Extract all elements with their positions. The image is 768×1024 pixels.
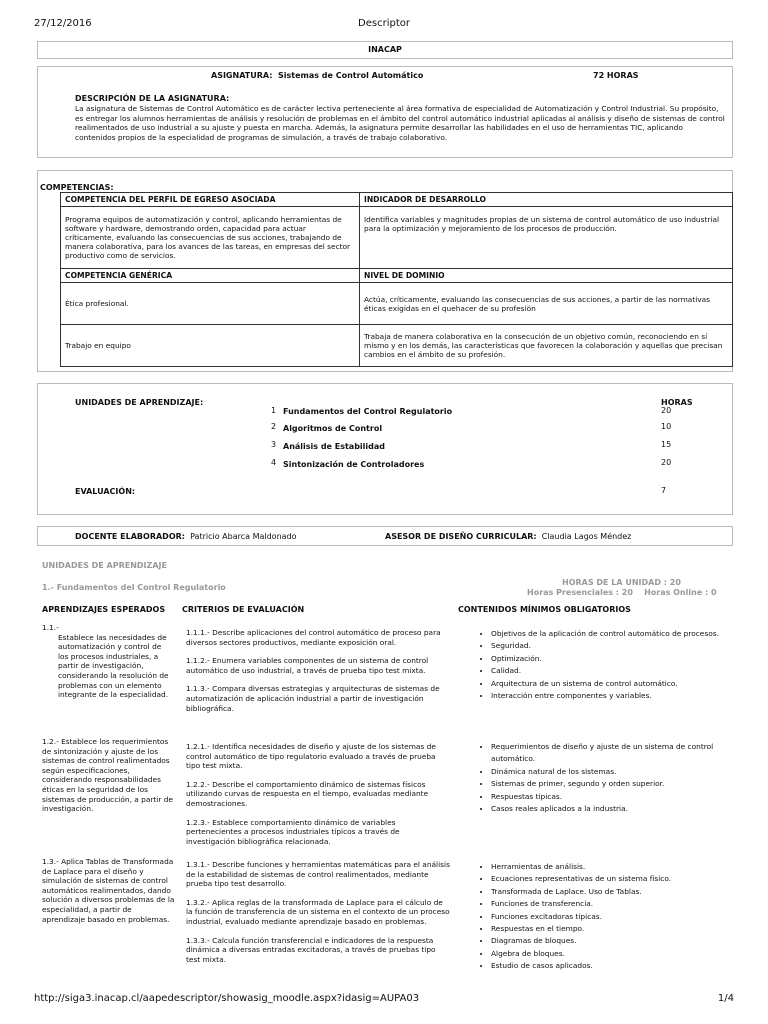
list-item: • Objetivos de la aplicación de control automático de procesos. bbox=[491, 628, 738, 640]
competencias-label: COMPETENCIAS: bbox=[40, 183, 114, 192]
table-row bbox=[61, 325, 733, 367]
criterios-list bbox=[186, 628, 450, 713]
list-item: • Diagramas de bloques. bbox=[491, 935, 738, 947]
ae-number: 1.1.- bbox=[42, 623, 59, 632]
criterio: 1.2.2.- Describe el comportamiento dinámico de sistemas físicos utilizando curvas de respuesta en el tiempo, evaluadas mediante demostraciones. bbox=[186, 779, 429, 808]
list-item: • Funciones excitadoras típicas. bbox=[491, 911, 738, 923]
unidades-hours-header: HORAS bbox=[661, 398, 693, 407]
generica-name: Ética profesional. bbox=[61, 283, 360, 325]
list-item: • Calidad. bbox=[491, 665, 738, 677]
unidad-name: Sintonización de Controladores bbox=[283, 460, 425, 469]
docente-name: Patricio Abarca Maldonado bbox=[190, 532, 297, 541]
criterio: 1.3.3.- Calcula función transferencial e indicadores de la respuesta dinámica a diversas entradas excitadoras, a través de pruebas tipo test mixta. bbox=[186, 935, 436, 964]
col-perfil-header: COMPETENCIA DEL PERFIL DE EGRESO ASOCIADA bbox=[61, 193, 360, 207]
col-generica-header: COMPETENCIA GENÉRICA bbox=[61, 269, 360, 283]
criterio: 1.3.2.- Aplica reglas de la transformada de Laplace para el cálculo de la función de transferencia de un sistema en el contexto de un proceso industrial, evaluado mediante aprendizaje basado en problemas. bbox=[186, 897, 450, 926]
list-item: • Ecuaciones representativas de un sistema físico. bbox=[491, 873, 738, 885]
asesor-label: ASESOR DE DISEÑO CURRICULAR: bbox=[385, 532, 537, 541]
asignatura-hours: 72 HORAS bbox=[593, 71, 639, 80]
generica-nivel: Trabaja de manera colaborativa en la consecución de un objetivo común, reconociendo en sí mismo y en los demás, las características que favorecen la colaboración y aquellas que precisan cambios en el ámbito de su profesión. bbox=[360, 325, 733, 367]
competencias-table bbox=[60, 192, 733, 367]
print-url[interactable]: http://siga3.inacap.cl/aapedescriptor/showasig_moodle.aspx?idasig=AUPA03 bbox=[34, 993, 420, 1004]
description-label: DESCRIPCIÓN DE LA ASIGNATURA: bbox=[75, 94, 230, 103]
section-title: UNIDADES DE APRENDIZAJE bbox=[42, 561, 167, 570]
institution-bar bbox=[37, 41, 733, 59]
list-item: • Seguridad. bbox=[491, 640, 738, 652]
generica-nivel: Actúa, críticamente, evaluando las consecuencias de sus acciones, a partir de las normativas éticas exigidas en el quehacer de su profesión bbox=[360, 283, 733, 325]
aprendizaje-esperado bbox=[42, 623, 174, 700]
unidad-hours: 15 bbox=[661, 440, 672, 449]
unit-title: 1.- Fundamentos del Control Regulatorio bbox=[42, 583, 226, 592]
criterio: 1.2.1.- Identifica necesidades de diseño y ajuste de los sistemas de control automático de tipo regulatorio evaluado a través de prueba tipo test mixta. bbox=[186, 742, 436, 771]
docente-bar bbox=[37, 526, 733, 546]
list-item: • Respuestas típicas. bbox=[491, 791, 738, 803]
unidad-num: 2 bbox=[271, 422, 277, 431]
list-item: • Requerimientos de diseño y ajuste de un sistema de control automático. bbox=[491, 741, 738, 766]
list-item: • Estudio de casos aplicados. bbox=[491, 960, 738, 972]
unidad-hours: 20 bbox=[661, 406, 672, 415]
unidades-label: UNIDADES DE APRENDIZAJE: bbox=[75, 398, 204, 407]
list-item: • Herramientas de análisis. bbox=[491, 861, 738, 873]
unit-hours-presencial: Horas Presenciales : 20 bbox=[527, 588, 633, 597]
list-item: • Arquitectura de un sistema de control automático. bbox=[491, 678, 738, 690]
criterio: 1.1.1.- Describe aplicaciones del control automático de proceso para diversos sectores productivos, mediante exposición oral. bbox=[186, 628, 441, 647]
list-item: • Algebra de bloques. bbox=[491, 948, 738, 960]
docente-label: DOCENTE ELABORADOR: bbox=[75, 532, 185, 541]
ae-text: 1.3.- Aplica Tablas de Transformada de Laplace para el diseño y simulación de sistemas de control automáticos realimentados, dando solución a diversos problemas de la especialidad, a partir de aprendizaje basado en problemas. bbox=[42, 857, 175, 924]
contenidos-list bbox=[478, 861, 738, 973]
unidad-hours: 10 bbox=[661, 422, 672, 431]
print-header bbox=[0, 18, 768, 32]
list-item: • Interacción entre componentes y variables. bbox=[491, 690, 738, 702]
col-nivel-header: NIVEL DE DOMINIO bbox=[360, 269, 733, 283]
ae-text: Establece las necesidades de automatización y control de los procesos industriales, a partir de investigación, considerando la resolución de problemas con un elemento integrante de la especialidad. bbox=[58, 632, 169, 700]
asesor-name: Claudia Lagos Méndez bbox=[541, 532, 632, 541]
print-footer bbox=[0, 993, 768, 1007]
unidad-name: Fundamentos del Control Regulatorio bbox=[283, 407, 453, 416]
perfil-cell: Programa equipos de automatización y control, aplicando herramientas de software y hardware, demostrando orden, capacidad para actuar críticamente, evaluando las consecuencias de sus acciones, trabajando de manera colaborativa, para los avances de las tareas, en empresas del sector productivo como de servicios. bbox=[61, 207, 360, 269]
unidad-num: 4 bbox=[271, 458, 277, 467]
unidades-box bbox=[37, 383, 733, 515]
list-item: • Casos reales aplicados a la industria. bbox=[491, 803, 738, 815]
unidad-hours: 20 bbox=[661, 458, 672, 467]
contenidos-list bbox=[478, 741, 738, 815]
asignatura-label: ASIGNATURA: bbox=[211, 71, 273, 80]
criterios-list bbox=[186, 860, 450, 964]
asignatura-name: Sistemas de Control Automático bbox=[278, 71, 424, 80]
list-item: • Dinámica natural de los sistemas. bbox=[491, 766, 738, 778]
page-number: 1/4 bbox=[717, 993, 734, 1004]
list-item: • Optimización. bbox=[491, 653, 738, 665]
evaluacion-label: EVALUACIÓN: bbox=[75, 487, 136, 496]
unit-hours-online: Horas Online : 0 bbox=[644, 588, 717, 597]
list-item: • Respuestas en el tiempo. bbox=[491, 923, 738, 935]
criterio: 1.1.3.- Compara diversas estrategias y arquitecturas de sistemas de automatización de aplicación industrial a partir de investigación bibliográfica. bbox=[186, 684, 440, 713]
unit-hours: HORAS DE LA UNIDAD : 20 bbox=[562, 578, 681, 587]
unidad-num: 1 bbox=[271, 406, 277, 415]
unidad-name: Análisis de Estabilidad bbox=[283, 442, 386, 451]
evaluacion-hours: 7 bbox=[661, 486, 667, 495]
list-item: • Transformada de Laplace. Uso de Tablas. bbox=[491, 886, 738, 898]
col-indicador-header: INDICADOR DE DESARROLLO bbox=[360, 193, 733, 207]
table-row bbox=[61, 283, 733, 325]
col-ce-header: CRITERIOS DE EVALUACIÓN bbox=[182, 605, 305, 614]
list-item: • Funciones de transferencia. bbox=[491, 898, 738, 910]
docente-line bbox=[75, 532, 297, 542]
criterio: 1.3.1.- Describe funciones y herramientas matemáticas para el análisis de la estabilidad de sistemas de control realimentados, mediante prueba tipo test desarrollo. bbox=[186, 860, 450, 889]
indicador-cell: Identifica variables y magnitudes propias de un sistema de control automático de uso industrial para la optimización y mejoramiento de los procesos de producción. bbox=[360, 207, 733, 269]
col-cm-header: CONTENIDOS MÍNIMOS OBLIGATORIOS bbox=[458, 605, 631, 614]
print-title: Descriptor bbox=[358, 18, 410, 29]
generica-name: Trabajo en equipo bbox=[61, 325, 360, 367]
col-ae-header: APRENDIZAJES ESPERADOS bbox=[42, 605, 166, 614]
list-item: • Sistemas de primer, segundo y orden superior. bbox=[491, 778, 738, 790]
criterio: 1.1.2.- Enumera variables componentes de un sistema de control automático de uso industrial, a través de prueba tipo test mixta. bbox=[186, 656, 429, 675]
contenidos-list bbox=[478, 628, 738, 702]
unidad-name: Algoritmos de Control bbox=[283, 424, 383, 433]
unit-hours-split bbox=[527, 588, 717, 598]
institution-name: INACAP bbox=[368, 45, 402, 54]
criterios-list bbox=[186, 742, 450, 846]
asignatura-line bbox=[211, 71, 423, 81]
asignatura-box bbox=[37, 66, 733, 158]
description-text: La asignatura de Sistemas de Control Automático es de carácter lectiva perteneciente al área formativa de especialidad de Automatización y Control Industrial. Su propósito, es entregar los alumnos herramientas de análisis y resolución de problemas en el ámbito del control automático industrial aplicadas al análisis y diseño de sistemas de control realimentados de uso industrial a su ajuste y puesta en marcha. Además, la asignatura permite desarrollar las habilidades en el uso de herramientas TIC, aplicando contenidos propios de la especialidad de programas de simulación, a través de trabajo colaborativo. bbox=[75, 104, 725, 142]
criterio: 1.2.3.- Establece comportamiento dinámico de variables pertenecientes a procesos industriales típicos a través de investigación bibliográfica relacionada. bbox=[186, 817, 400, 846]
unidad-num: 3 bbox=[271, 440, 277, 449]
print-date: 27/12/2016 bbox=[34, 18, 92, 29]
ae-text: 1.2.- Establece los requerimientos de sintonización y ajuste de los sistemas de control realimentados según especificaciones, considerando responsabilidades éticas en la seguridad de los sistemas de producción, a partir de investigación. bbox=[42, 737, 173, 814]
asesor-line bbox=[385, 532, 631, 542]
